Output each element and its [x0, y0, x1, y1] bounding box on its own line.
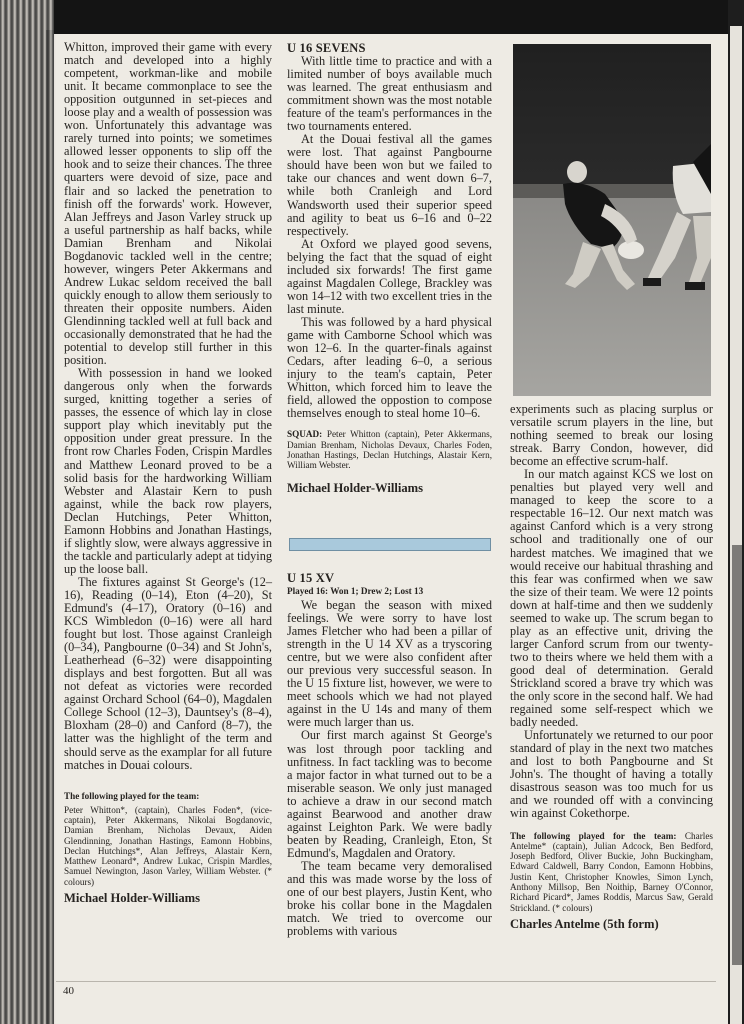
article-paragraph: At the Douai festival all the games were lost. That against Pangbourne should have been won but we failed to take our chances and went down 6–7, while both Cranleigh and Lord Wandsworth used their superior speed and agility to beat us 6–16 and 0–22 respectively. [287, 132, 492, 238]
squad-names: Peter Whitton (captain), Peter Akkermans, Damian Brenham, Nicholas Devaux, Charles Foden, Jonathan Hastings, Declan Hutchings, Alastair Kern, William Webster. [287, 429, 492, 471]
squad-label: SQUAD: [287, 429, 323, 440]
section-heading-u16-sevens: U 16 SEVENS [287, 41, 366, 55]
author-signature: Charles Antelme (5th form) [510, 916, 659, 931]
players-names: Charles Antelme* (captain), Julian Adcock, Ben Bedford, Joseph Bedford, Oliver Buckie, John Buckingham, Edward Caldwell, Barry Condon, Eamonn Hobbins, Justin Kent, Christopher Knowles, Simon Lynch, Anthony Millsop, Ben Noithip, Barney O'Connor, Richard Picard*, James Roddis, Marcus Saw, Gerald Strickland. (* colours) [510, 830, 713, 913]
column-1 [64, 41, 272, 906]
article-paragraph: With possession in hand we looked dangerous only when the forwards surged, knitting together a series of passes, the essence of which lay in close support play which inevitably put the opposition under great pressure. In the front row Charles Foden, Crispin Mardles and Matthew Leonard proved to be a solid basis for the hardworking William Webster and Alastair Kern to push against, while the back row players, Declan Hutchings, Peter Whitton, Eamonn Hobbins and Jonathan Hastings, if slightly slow, were always aggressive in the tackle and particularly adept at tidying up the loose ball. [64, 366, 272, 576]
article-paragraph: With little time to practice and with a limited number of boys available much was learned. The great enthusiasm and commitment shown was the most notable feature of the team's performances in the two tournaments entered. [287, 54, 492, 134]
article-paragraph: Unfortunately we returned to our poor standard of play in the next two matches and lost to both Pangbourne and St John's. The thought of having a totally disastrous season was too much for us and we rounded off with a convincing win against Cokethorpe. [510, 728, 713, 821]
page-number: 40 [63, 985, 74, 997]
article-paragraph: At Oxford we played good sevens, belying the fact that the squad of eight included six forwards! The first game against Magdalen College, Brackley was won 14–12 with two excellent tries in the last minute. [287, 236, 492, 316]
column-2-lower [287, 571, 492, 938]
players-heading: The following played for the team: [510, 830, 677, 841]
spine-shadow [46, 30, 56, 1024]
author-signature: Michael Holder-Williams [287, 480, 424, 495]
author-signature: Michael Holder-Williams [64, 891, 201, 905]
article-paragraph: experiments such as placing surplus or versatile scrum players in the line, but nothing seemed to break our losing streak. Barry Condon, however, did become an effective scrum-half. [510, 402, 713, 469]
players-heading: The following played for the team: [64, 790, 200, 801]
shaded-divider-box [289, 538, 491, 551]
section-heading-u15-xv: U 15 XV [287, 571, 335, 585]
players-list: Peter Whitton*, (captain), Charles Foden*, (vice-captain), Peter Akkermans, Nikolai Bogdanovic, Damian Brenham, Nicholas Devaux, Aiden Glendinning, Jonathan Hastings, Eamonn Hobbins, Declan Hutchings*, Alan Jeffreys, Alastair Kern, Matthew Leonard*, Andrew Lukac, Crispin Mardles, Samuel Newington, Jason Varley, William Webster. (* colours) [64, 804, 272, 887]
season-record: Played 16: Won 1; Drew 2; Lost 13 [287, 586, 424, 596]
column-2 [287, 41, 492, 496]
article-paragraph: The team became very demoralised and this was made worse by the loss of one of our best players, Justin Kent, who broke his collar bone in the Magdalen match. We tried to overcome our problems with various [287, 858, 492, 939]
column-3 [510, 403, 713, 932]
photo-image [513, 44, 711, 396]
article-paragraph: In our match against KCS we lost on penalties but played very well and managed to keep the score to a respectable 16–12. Our next match was against Canford which is a very strong school and traditionally one of our hardest matches. We imagined that we would receive our habitual thrashing and this fear was confirmed when we saw the size of their team. We were 12 points down at half-time and then we suddenly seemed to wake up. The scrum began to play as an effective unit, driving the larger Canford scrum from our twenty-two to theirs where we held them with a good deal of determination. Gerald Strickland scored a brave try which was the only score in the second half. We had regained some self-respect which we badly needed. [510, 467, 713, 730]
article-paragraph: Our first march against St George's was lost through poor tackling and unfitness. In fact tackling was to become a major factor in what turned out to be a miserable season. We only just managed to achieve a draw in our second match against Bearwood and another draw against Leighton Park. We were badly beaten by Reading, Cranleigh, Eton, St Edmund's, Magdalen and Oratory. [287, 728, 492, 860]
article-paragraph: Whitton, improved their game with every match and developed into a highly competent, workman-like and mobile unit. It became commonplace to see the opposition outgunned in set-pieces and loose play and a wealth of possession was won. Unfortunately this advantage was rarely turned into points; we sometimes allowed lesser opponents to slip off the hook and to seize their chances. The three quarters were devoid of size, pace and flair and so lacked the penetration to finish off the forwards' work. However, Alan Jeffreys and Jason Varley struck up a useful partnership as half backs, while Damian Brenham and Nikolai Bogdanovic tackled well in the centre; however, wingers Peter Akkermans and Andrew Lukac seldom received the ball quickly enough to allow them seriously to threaten their opposite numbers. Aiden Glendinning tackled well at full back and occasionally demonstrated that he had the potential to develop still further in this position. [64, 40, 272, 368]
players-list [510, 831, 713, 913]
scan-top-border [0, 0, 744, 34]
page-bottom-rule [56, 981, 716, 982]
article-paragraph: This was followed by a hard physical game with Camborne School which was won 12–6. In the quarter-finals against Cedars, after leading 6–0, a serious injury to the team's captain, Peter Whitton, which forced him to leave the field, allowed the oppostion to compose themselves enough to steal home 10–6. [287, 314, 492, 421]
facing-page-photo-edge [732, 545, 742, 965]
article-paragraph: We began the season with mixed feelings. We were sorry to have lost James Fletcher who had been a pillar of strength in the U 14 XV as a tryscoring centre, but we were also confident after our previous very successful season. In the U 15 fixture list, however, we were to meet schools which we had not played against in the U 14s and many of them were much larger than us. [287, 598, 492, 730]
article-paragraph: The fixtures against St George's (12–16), Reading (0–14), Eton (4–20), St Edmund's (4–17), Oratory (0–16) and KCS Wimbledon (0–16) were all hard fought but lost. Those against Cranleigh (0–34), Pangbourne (0–34) and St John's, Leatherhead (6–32) were disappointing displays and best forgotten. But all was not defeat as victories were recorded against Orchard School (64–0), Magdalen College School (12–3), Dauntsey's (8–4), Bloxham (28–0) and Canford (8–7), the latter was the highlight of the term and should serve as the examplar for all future matches in Douai colours. [64, 574, 272, 772]
squad-list [287, 429, 492, 470]
rugby-match-photo [513, 44, 711, 396]
